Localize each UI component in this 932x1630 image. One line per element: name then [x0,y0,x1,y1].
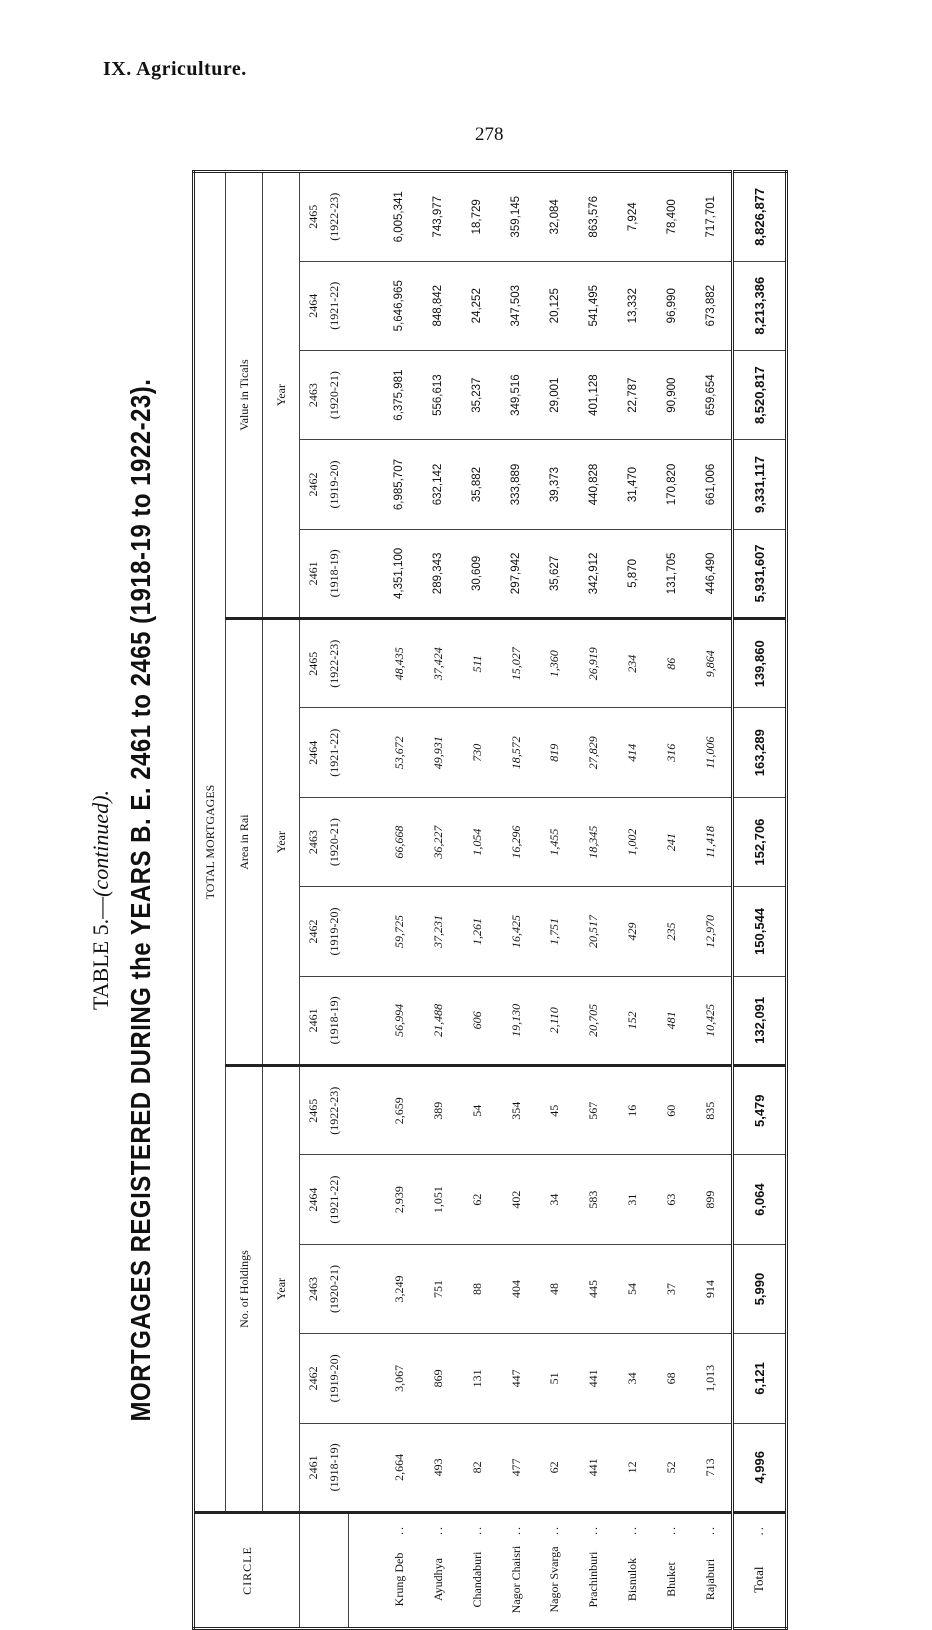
be-year: 2464 [306,1187,321,1212]
holdings-year-2463 [300,1244,349,1333]
table-row [458,172,497,1629]
total-mortgages-header: TOTAL MORTGAGES [194,172,226,1513]
value-cell: 6,985,707 [380,440,419,529]
ad-year: (1918-19) [327,1443,342,1492]
circle-name-cell [380,1513,419,1629]
area-cell: 56,994 [380,976,419,1065]
value-cell: 4,351,100 [380,529,419,618]
area-cell: 36,227 [419,797,458,886]
circle-name-cell [652,1513,691,1629]
value-cell: 848,842 [419,261,458,350]
value-year-2464 [300,261,349,350]
value-cell: 13,332 [613,261,652,350]
table-row [574,172,613,1629]
area-cell: 10,425 [691,976,732,1065]
year-header-row [300,172,349,1629]
area-cell: 1,054 [458,797,497,886]
ad-year: (1919-20) [327,1354,342,1403]
holdings-cell: 402 [497,1155,536,1244]
holdings-cell: 54 [613,1244,652,1333]
area-cell: 86 [652,619,691,708]
area-cell: 18,345 [574,797,613,886]
area-cell: 414 [613,708,652,797]
value-cell: 9,331,117 [732,440,786,529]
holdings-cell: 404 [497,1244,536,1333]
holdings-cell: 3,249 [380,1244,419,1333]
ad-year: (1921-22) [327,728,342,777]
holdings-cell: 567 [574,1066,613,1155]
holdings-cell: 88 [458,1244,497,1333]
area-cell: 48,435 [380,619,419,708]
holdings-cell: 6,064 [732,1155,786,1244]
be-year: 2465 [306,1098,321,1123]
value-cell: 717,701 [691,172,732,262]
value-cell: 7,924 [613,172,652,262]
holdings-cell: 3,067 [380,1334,419,1423]
holdings-cell: 52 [652,1423,691,1512]
be-year: 2464 [306,293,321,318]
area-cell: 9,864 [691,619,732,708]
value-cell: 743,977 [419,172,458,262]
circle-name: Ayudhya [430,1558,445,1601]
area-cell: 59,725 [380,887,419,976]
area-year-2462 [300,887,349,976]
leader-dots: .. [430,1525,445,1535]
area-cell: 19,130 [497,976,536,1065]
holdings-cell: 713 [691,1423,732,1512]
circle-name-cell [458,1513,497,1629]
value-cell: 96,990 [652,261,691,350]
leader-dots: .. [469,1525,484,1535]
be-year: 2465 [306,651,321,676]
area-cell: 730 [458,708,497,797]
ad-year: (1920-21) [327,818,342,867]
table-title: MORTGAGES REGISTERED DURING the YEARS B. E. 2461 to 2465 (1918-19 to 1922-23). [125,378,157,1422]
value-cell: 35,627 [535,529,574,618]
holdings-cell: 4,996 [732,1423,786,1512]
area-cell: 16,296 [497,797,536,886]
circle-name: Nagor Svarga [547,1546,562,1613]
circle-name: Bhuket [664,1562,679,1597]
value-cell: 131,705 [652,529,691,618]
rotated-table-block [88,170,788,1630]
area-cell: 132,091 [732,976,786,1065]
value-cell: 90,900 [652,350,691,439]
leader-dots: .. [586,1525,601,1535]
holdings-cell: 751 [419,1244,458,1333]
leader-dots: .. [391,1525,406,1535]
holdings-header: No. of Holdings [226,1066,263,1513]
be-year: 2462 [306,1366,321,1391]
holdings-cell: 16 [613,1066,652,1155]
ad-year: (1921-22) [327,1175,342,1224]
holdings-cell: 1,013 [691,1334,732,1423]
area-cell: 16,425 [497,887,536,976]
spacer-row [349,172,380,1629]
holdings-cell: 2,664 [380,1423,419,1512]
area-cell: 20,705 [574,976,613,1065]
value-cell: 359,145 [497,172,536,262]
circle-header-spacer [300,1513,349,1629]
area-cell: 819 [535,708,574,797]
be-year: 2463 [306,830,321,855]
ad-year: (1922-23) [327,1086,342,1135]
area-year-2461 [300,976,349,1065]
value-cell: 20,125 [535,261,574,350]
value-cell: 297,942 [497,529,536,618]
holdings-cell: 6,121 [732,1334,786,1423]
holdings-cell: 37 [652,1244,691,1333]
area-cell: 511 [458,619,497,708]
circle-name: Rajaburi [703,1558,718,1601]
circle-name-cell [535,1513,574,1629]
mortgages-table [192,170,788,1630]
value-cell: 556,613 [419,350,458,439]
holdings-cell: 389 [419,1066,458,1155]
value-cell: 401,128 [574,350,613,439]
value-cell: 541,495 [574,261,613,350]
holdings-cell: 583 [574,1155,613,1244]
holdings-cell: 45 [535,1066,574,1155]
value-cell: 31,470 [613,440,652,529]
table-row [691,172,732,1629]
area-cell: 235 [652,887,691,976]
holdings-cell: 835 [691,1066,732,1155]
holdings-cell: 2,659 [380,1066,419,1155]
be-year: 2461 [306,561,321,586]
total-row [732,172,786,1629]
table-row [535,172,574,1629]
area-cell: 21,488 [419,976,458,1065]
circle-name: Chandaburi [469,1551,484,1608]
holdings-year-2461 [300,1423,349,1512]
table-row [380,172,419,1629]
holdings-year-2465 [300,1066,349,1155]
area-cell: 1,751 [535,887,574,976]
area-cell: 234 [613,619,652,708]
holdings-cell: 914 [691,1244,732,1333]
be-year: 2461 [306,1455,321,1480]
value-cell: 39,373 [535,440,574,529]
holdings-cell: 31 [613,1155,652,1244]
area-cell: 53,672 [380,708,419,797]
be-year: 2461 [306,1008,321,1033]
value-cell: 35,237 [458,350,497,439]
holdings-cell: 68 [652,1334,691,1423]
area-cell: 11,418 [691,797,732,886]
area-cell: 12,970 [691,887,732,976]
holdings-cell: 131 [458,1334,497,1423]
holdings-cell: 899 [691,1155,732,1244]
area-cell: 429 [613,887,652,976]
value-cell: 32,084 [535,172,574,262]
value-cell: 78,400 [652,172,691,262]
ad-year: (1922-23) [327,192,342,241]
area-cell: 37,231 [419,887,458,976]
holdings-cell: 493 [419,1423,458,1512]
ad-year: (1921-22) [327,281,342,330]
area-cell: 152 [613,976,652,1065]
table-row [613,172,652,1629]
leader-dots: .. [703,1525,718,1535]
holdings-cell: 447 [497,1334,536,1423]
area-cell: 11,006 [691,708,732,797]
area-header: Area in Rai [226,619,263,1066]
be-year: 2464 [306,740,321,765]
area-cell: 26,919 [574,619,613,708]
area-cell: 66,668 [380,797,419,886]
value-header: Value in Ticals [226,172,263,619]
area-cell: 481 [652,976,691,1065]
holdings-cell: 48 [535,1244,574,1333]
be-year: 2462 [306,919,321,944]
holdings-cell: 62 [535,1423,574,1512]
value-cell: 5,931,607 [732,529,786,618]
value-cell: 6,005,341 [380,172,419,262]
value-cell: 342,912 [574,529,613,618]
value-cell: 30,609 [458,529,497,618]
leader-dots: .. [547,1525,562,1535]
area-cell: 18,572 [497,708,536,797]
ad-year: (1918-19) [327,549,342,598]
holdings-cell: 12 [613,1423,652,1512]
value-cell: 659,654 [691,350,732,439]
value-cell: 6,375,981 [380,350,419,439]
area-cell: 150,544 [732,887,786,976]
value-cell: 673,882 [691,261,732,350]
caption-prefix: TABLE 5.— [88,896,113,1011]
table-row [497,172,536,1629]
value-cell: 18,729 [458,172,497,262]
circle-name: Krung Deb [391,1552,406,1607]
area-cell: 1,261 [458,887,497,976]
circle-name: Total [751,1566,767,1594]
holdings-cell: 34 [613,1334,652,1423]
value-cell: 29,001 [535,350,574,439]
holdings-cell: 441 [574,1334,613,1423]
value-cell: 446,490 [691,529,732,618]
holdings-cell: 51 [535,1334,574,1423]
area-cell: 139,860 [732,619,786,708]
holdings-cell: 34 [535,1155,574,1244]
be-year: 2463 [306,1277,321,1302]
holdings-cell: 1,051 [419,1155,458,1244]
ad-year: (1922-23) [327,639,342,688]
table-row [419,172,458,1629]
holdings-cell: 82 [458,1423,497,1512]
ad-year: (1920-21) [327,371,342,420]
area-year-2463 [300,797,349,886]
value-cell: 8,520,817 [732,350,786,439]
leader-dots: .. [508,1525,523,1535]
table-caption [88,170,114,1630]
area-cell: 1,455 [535,797,574,886]
value-cell: 8,213,386 [732,261,786,350]
circle-name-cell [419,1513,458,1629]
area-year-2465 [300,619,349,708]
circle-name-cell [691,1513,732,1629]
holdings-cell: 5,990 [732,1244,786,1333]
holdings-cell: 2,939 [380,1155,419,1244]
holdings-cell: 869 [419,1334,458,1423]
area-cell: 163,289 [732,708,786,797]
value-year-2465 [300,172,349,262]
caption-continued: (continued). [88,789,113,897]
value-cell: 8,826,877 [732,172,786,262]
leader-dots: .. [625,1525,640,1535]
holdings-cell: 5,479 [732,1066,786,1155]
circle-name: Bisnulok [625,1557,640,1602]
ad-year: (1920-21) [327,1265,342,1314]
be-year: 2462 [306,472,321,497]
value-cell: 35,882 [458,440,497,529]
table-row [652,172,691,1629]
value-cell: 5,870 [613,529,652,618]
area-cell: 152,706 [732,797,786,886]
circle-name-cell [497,1513,536,1629]
holdings-cell: 54 [458,1066,497,1155]
value-cell: 863,576 [574,172,613,262]
holdings-cell: 445 [574,1244,613,1333]
holdings-cell: 441 [574,1423,613,1512]
area-cell: 20,517 [574,887,613,976]
table-body [349,172,787,1629]
holdings-cell: 477 [497,1423,536,1512]
ad-year: (1919-20) [327,460,342,509]
holdings-year-2464 [300,1155,349,1244]
value-cell: 661,006 [691,440,732,529]
circle-name-cell [613,1513,652,1629]
area-cell: 316 [652,708,691,797]
leader-dots: .. [751,1525,767,1536]
be-year: 2465 [306,204,321,229]
circle-name-cell [732,1513,786,1629]
be-year: 2463 [306,383,321,408]
area-cell: 606 [458,976,497,1065]
value-cell: 170,820 [652,440,691,529]
circle-header: CIRCLE [194,1513,300,1629]
area-cell: 37,424 [419,619,458,708]
circle-name: Prachinburi [586,1551,601,1608]
value-year-2462 [300,440,349,529]
section-title: IX. Agriculture. [103,58,247,80]
value-cell: 632,142 [419,440,458,529]
holdings-cell: 354 [497,1066,536,1155]
circle-name: Nagor Chaisri [508,1545,523,1614]
value-cell: 24,252 [458,261,497,350]
area-cell: 49,931 [419,708,458,797]
circle-name-cell [574,1513,613,1629]
ad-year: (1918-19) [327,996,342,1045]
value-cell: 349,516 [497,350,536,439]
value-year-2463 [300,350,349,439]
holdings-year-header: Year [263,1066,300,1513]
holdings-year-2462 [300,1334,349,1423]
area-cell: 15,027 [497,619,536,708]
area-cell: 27,829 [574,708,613,797]
value-cell: 22,787 [613,350,652,439]
value-year-2461 [300,529,349,618]
holdings-cell: 63 [652,1155,691,1244]
area-year-2464 [300,708,349,797]
area-cell: 1,360 [535,619,574,708]
value-cell: 289,343 [419,529,458,618]
holdings-cell: 60 [652,1066,691,1155]
area-cell: 241 [652,797,691,886]
leader-dots: .. [664,1525,679,1535]
page-number: 278 [475,124,504,145]
area-year-header: Year [263,619,300,1066]
ad-year: (1919-20) [327,907,342,956]
value-cell: 333,889 [497,440,536,529]
value-cell: 5,646,965 [380,261,419,350]
area-cell: 2,110 [535,976,574,1065]
value-cell: 440,828 [574,440,613,529]
area-cell: 1,002 [613,797,652,886]
holdings-cell: 62 [458,1155,497,1244]
value-cell: 347,503 [497,261,536,350]
value-year-header: Year [263,172,300,619]
